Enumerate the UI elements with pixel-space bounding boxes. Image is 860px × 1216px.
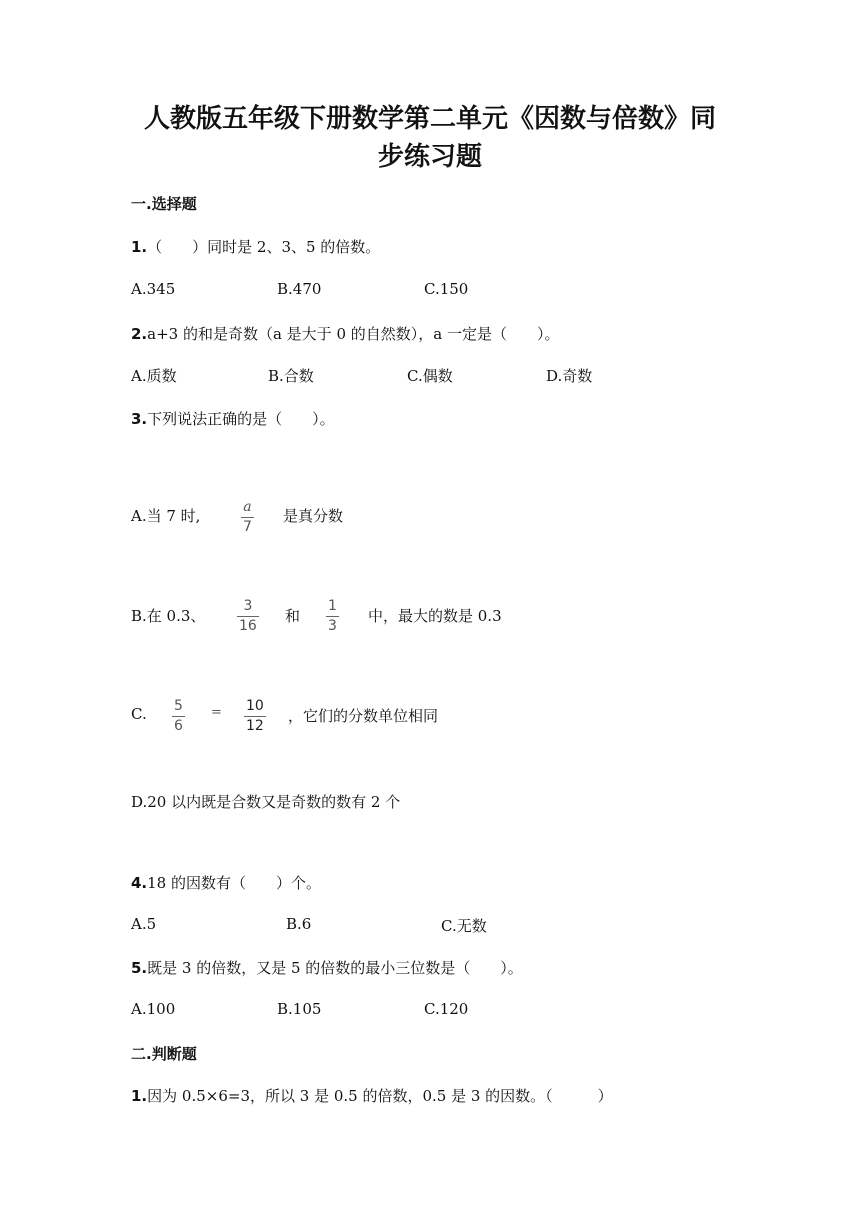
fraction-5-over-6 — [172, 698, 185, 735]
fraction-10-over-12 — [244, 698, 266, 735]
q5-option-c[interactable]: C.120 — [424, 1000, 469, 1018]
q3-option-a-tail: 是真分数 — [283, 507, 344, 525]
question-text: 因为 0.5×6=3，所以 3 是 0.5 的倍数，0.5 是 3 的因数。（ ） — [147, 1087, 613, 1105]
page-title — [100, 100, 760, 176]
fraction-numerator: 10 — [246, 698, 264, 714]
equals-sign: = — [211, 705, 222, 720]
question-number: 2. — [131, 325, 148, 343]
q3-option-c-tail: ，它们的分数单位相同 — [288, 707, 439, 725]
q2-option-a[interactable]: A.质数 — [131, 367, 177, 385]
fraction-denominator: 6 — [174, 718, 183, 734]
title-line-1: 人教版五年级下册数学第二单元《因数与倍数》同 — [143, 104, 716, 134]
question-text: 下列说法正确的是（ ）。 — [147, 410, 335, 428]
fraction-numerator: 3 — [243, 598, 253, 614]
fraction-denominator: 3 — [328, 618, 337, 634]
fraction-numerator: a — [243, 499, 252, 515]
fraction-a-over-7 — [241, 499, 254, 536]
q3-option-a[interactable]: A.当 7 时, — [131, 507, 201, 525]
question-number: 1. — [131, 238, 148, 256]
question-number: 4. — [131, 874, 148, 892]
q3-option-c[interactable]: C. — [131, 705, 147, 723]
q2-option-c[interactable]: C.偶数 — [407, 367, 453, 385]
fraction-denominator: 7 — [243, 519, 252, 535]
question-1 — [131, 236, 380, 257]
fraction-numerator: 1 — [328, 598, 337, 614]
judgment-1 — [131, 1085, 613, 1106]
fraction-denominator: 16 — [239, 618, 257, 634]
fraction-3-over-16 — [237, 598, 259, 635]
question-5 — [131, 957, 523, 978]
q1-option-c[interactable]: C.150 — [424, 280, 469, 298]
q2-option-d[interactable]: D.奇数 — [546, 367, 593, 385]
title-line-2: 步练习题 — [377, 142, 482, 172]
question-text: 既是 3 的倍数，又是 5 的倍数的最小三位数是（ ）。 — [147, 959, 523, 977]
question-number: 3. — [131, 410, 148, 428]
question-number: 1. — [131, 1087, 148, 1105]
fraction-1-over-3 — [326, 598, 339, 635]
section-heading-judgment: 二.判断题 — [131, 1045, 197, 1063]
q5-option-b[interactable]: B.105 — [277, 1000, 322, 1018]
q3-option-d[interactable]: D.20 以内既是合数又是奇数的数有 2 个 — [131, 793, 401, 811]
section-heading-choice: 一.选择题 — [131, 195, 197, 213]
fraction-numerator: 5 — [174, 698, 183, 714]
question-text: （ ）同时是 2、3、5 的倍数。 — [147, 238, 381, 256]
question-4 — [131, 872, 321, 893]
q5-option-a[interactable]: A.100 — [131, 1000, 176, 1018]
q1-option-b[interactable]: B.470 — [277, 280, 322, 298]
question-3 — [131, 408, 335, 429]
question-text: a+3 的和是奇数（a 是大于 0 的自然数），a 一定是（ ）。 — [147, 325, 560, 343]
q4-option-c[interactable]: C.无数 — [441, 917, 487, 935]
question-2 — [131, 323, 559, 344]
question-number: 5. — [131, 959, 148, 977]
question-text: 18 的因数有（ ）个。 — [147, 874, 321, 892]
q4-option-a[interactable]: A.5 — [131, 915, 157, 933]
q4-option-b[interactable]: B.6 — [286, 915, 312, 933]
fraction-denominator: 12 — [246, 718, 264, 734]
q3-option-b-and: 和 — [285, 607, 301, 625]
q3-option-b[interactable]: B.在 0.3、 — [131, 607, 206, 625]
q1-option-a[interactable]: A.345 — [131, 280, 176, 298]
q2-option-b[interactable]: B.合数 — [268, 367, 314, 385]
q3-option-b-tail: 中，最大的数是 0.3 — [368, 607, 502, 625]
